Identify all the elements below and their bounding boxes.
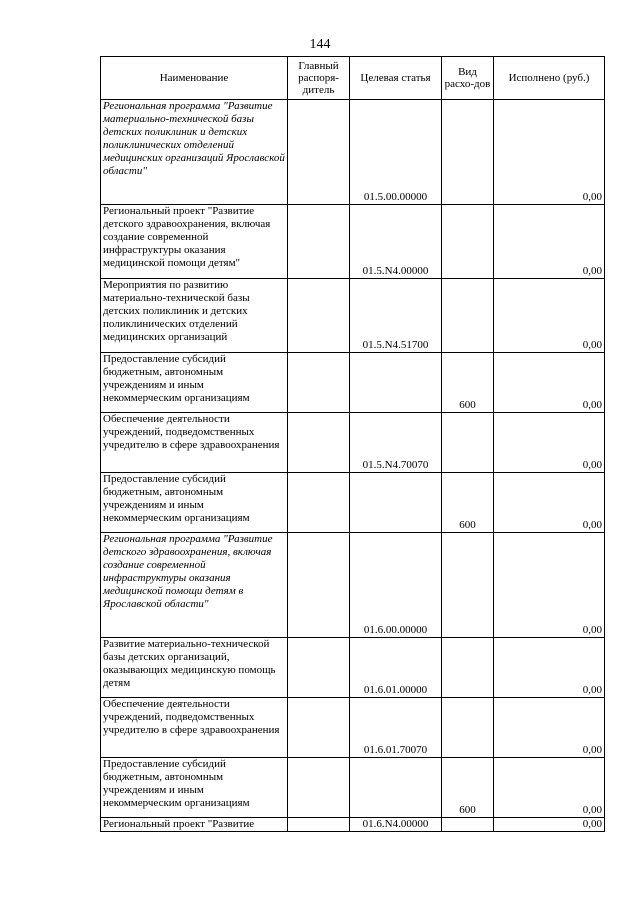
row-name-cell: Региональная программа "Развитие материально-технической базы детских поликлиник и детских поликлинических отделений медицинских организаций Ярославской области": [101, 100, 288, 205]
row-name-cell: Предоставление субсидий бюджетным, автономным учреждениям и иным некоммерческим организациям: [101, 758, 288, 818]
row-name-cell: Региональный проект "Развитие детского здравоохранения, включая создание современной инфраструктуры оказания медицинской помощи детям": [101, 205, 288, 279]
row-admin-cell: [288, 473, 350, 533]
row-code-cell: 01.6.00.00000: [350, 533, 442, 638]
row-admin-cell: [288, 533, 350, 638]
row-amount-cell: 0,00: [494, 413, 605, 473]
row-amount-cell: 0,00: [494, 473, 605, 533]
row-code-cell: 01.5.00.00000: [350, 100, 442, 205]
row-code-cell: [350, 473, 442, 533]
row-kind-cell: 600: [442, 353, 494, 413]
row-kind-cell: [442, 279, 494, 353]
row-name-cell: Предоставление субсидий бюджетным, автономным учреждениям и иным некоммерческим организациям: [101, 353, 288, 413]
table-row: [101, 638, 605, 698]
row-kind-cell: [442, 638, 494, 698]
table-row: [101, 279, 605, 353]
row-admin-cell: [288, 100, 350, 205]
row-code-cell: 01.6.01.70070: [350, 698, 442, 758]
row-code-cell: 01.5.N4.00000: [350, 205, 442, 279]
row-code-cell: [350, 353, 442, 413]
row-code-cell: 01.5.N4.70070: [350, 413, 442, 473]
row-kind-cell: 600: [442, 473, 494, 533]
table-row: [101, 758, 605, 818]
row-kind-cell: [442, 533, 494, 638]
table-header-row: [101, 57, 605, 100]
table-row: [101, 473, 605, 533]
row-amount-cell: 0,00: [494, 698, 605, 758]
row-amount-cell: 0,00: [494, 818, 605, 832]
table-row: [101, 353, 605, 413]
page-number: 144: [309, 37, 331, 52]
row-kind-cell: [442, 413, 494, 473]
row-admin-cell: [288, 279, 350, 353]
row-name-cell: Региональная программа "Развитие детского здравоохранения, включая создание современной инфраструктуры оказания медицинской помощи детям в Ярославской области": [101, 533, 288, 638]
table-row: [101, 100, 605, 205]
row-name-cell: Региональный проект "Развитие: [101, 818, 288, 832]
row-kind-cell: [442, 205, 494, 279]
header-code: Целевая статья: [350, 57, 442, 100]
row-kind-cell: 600: [442, 758, 494, 818]
row-name-cell: Обеспечение деятельности учреждений, подведомственных учредителю в сфере здравоохранения: [101, 413, 288, 473]
header-admin: Главный распоря-дитель: [288, 57, 350, 100]
row-admin-cell: [288, 758, 350, 818]
row-admin-cell: [288, 413, 350, 473]
row-amount-cell: 0,00: [494, 638, 605, 698]
row-amount-cell: 0,00: [494, 279, 605, 353]
row-admin-cell: [288, 205, 350, 279]
table-row: [101, 533, 605, 638]
row-name-cell: Развитие материально-технической базы детских организаций, оказывающих медицинскую помощь детям: [101, 638, 288, 698]
header-amount: Исполнено (руб.): [494, 57, 605, 100]
row-amount-cell: 0,00: [494, 353, 605, 413]
table-row: [101, 818, 605, 832]
table-body: [101, 100, 605, 832]
table-row: [101, 413, 605, 473]
row-kind-cell: [442, 818, 494, 832]
row-admin-cell: [288, 698, 350, 758]
row-amount-cell: 0,00: [494, 205, 605, 279]
row-name-cell: Мероприятия по развитию материально-технической базы детских поликлиник и детских поликлинических отделений медицинских организаций: [101, 279, 288, 353]
row-amount-cell: 0,00: [494, 533, 605, 638]
row-admin-cell: [288, 353, 350, 413]
table-row: [101, 698, 605, 758]
header-name: Наименование: [101, 57, 288, 100]
row-admin-cell: [288, 818, 350, 832]
row-amount-cell: 0,00: [494, 100, 605, 205]
row-code-cell: 01.5.N4.51700: [350, 279, 442, 353]
header-kind: Вид расхо-дов: [442, 57, 494, 100]
row-amount-cell: 0,00: [494, 758, 605, 818]
table-row: [101, 205, 605, 279]
row-name-cell: Предоставление субсидий бюджетным, автономным учреждениям и иным некоммерческим организациям: [101, 473, 288, 533]
row-name-cell: Обеспечение деятельности учреждений, подведомственных учредителю в сфере здравоохранения: [101, 698, 288, 758]
row-code-cell: 01.6.01.00000: [350, 638, 442, 698]
row-admin-cell: [288, 638, 350, 698]
budget-execution-table: [100, 56, 605, 832]
row-kind-cell: [442, 100, 494, 205]
row-code-cell: 01.6.N4.00000: [350, 818, 442, 832]
row-code-cell: [350, 758, 442, 818]
row-kind-cell: [442, 698, 494, 758]
